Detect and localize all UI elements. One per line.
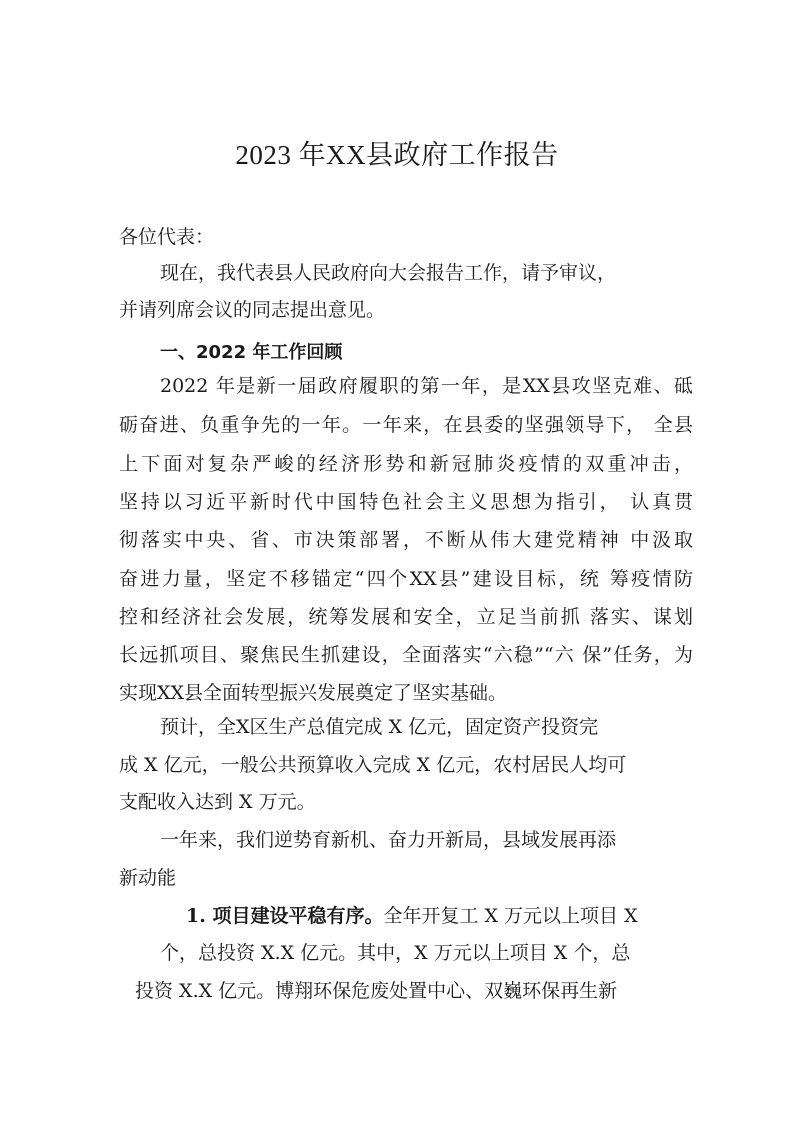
paragraph1-line-4: 坚持以习近平新时代中国特色社会主义思想为指引， 认真贯 [119, 491, 693, 513]
item1-line-3: 投资 X.X 亿元。博翔环保危废处置中心、双巍环保再生新 [135, 980, 618, 1002]
salutation: 各位代表： [119, 226, 215, 248]
item1-heading: 1. 项目建设平稳有序。 [186, 905, 384, 927]
paragraph3-line-1: 一年来，我们逆势育新机、奋力开新局，县域发展再添 [160, 829, 617, 851]
paragraph2-line-3: 支配收入达到 X 万元。 [119, 791, 316, 813]
paragraph1-line-7: 控和经济社会发展，统筹发展和安全，立足当前抓 落实、谋划 [119, 606, 693, 628]
item1-line-2: 个，总投资 X.X 亿元。其中，X 万元以上项目 X 个，总 [160, 942, 631, 964]
paragraph1-line-9: 实现XX县全面转型振兴发展奠定了坚实基础。 [119, 682, 508, 704]
paragraph2-line-2: 成 X 亿元，一般公共预算收入完成 X 亿元，农村居民人均可 [119, 754, 627, 776]
paragraph1-line-1: 2022 年是新一届政府履职的第一年，是XX县攻坚克难、砥 [160, 375, 693, 397]
intro-line-1: 现在，我代表县人民政府向大会报告工作，请予审议， [160, 262, 617, 284]
section-heading: 一、2022 年工作回顾 [160, 342, 343, 363]
paragraph3-line-2: 新动能 [119, 867, 177, 889]
paragraph1-line-6: 奋进力量，坚定不移锚定“四个XX县”建设目标，统 筹疫情防 [119, 568, 693, 590]
intro-line-2: 并请列席会议的同志提出意见。 [119, 299, 386, 321]
paragraph1-line-8: 长远抓项目、聚焦民生抓建设，全面落实“六稳”“六 保”任务，为 [119, 644, 693, 666]
paragraph1-line-3: 上下面对复杂严峻的经济形势和新冠肺炎疫情的双重冲击， [119, 453, 693, 475]
paragraph2-line-1: 预计，全X区生产总值完成 X 亿元，固定资产投资完 [160, 716, 599, 738]
item1-text-1: 全年开复工 X 万元以上项目 X [383, 905, 638, 927]
paragraph1-line-5: 彻落实中央、省、市决策部署，不断从伟大建党精神 中汲取 [119, 529, 693, 551]
document-title: 2023 年XX县政府工作报告 [235, 140, 559, 170]
paragraph1-line-2: 砺奋进、负重争先的一年。一年来，在县委的坚强领导下， 全县 [119, 414, 693, 436]
item1-line-1 [186, 903, 638, 929]
